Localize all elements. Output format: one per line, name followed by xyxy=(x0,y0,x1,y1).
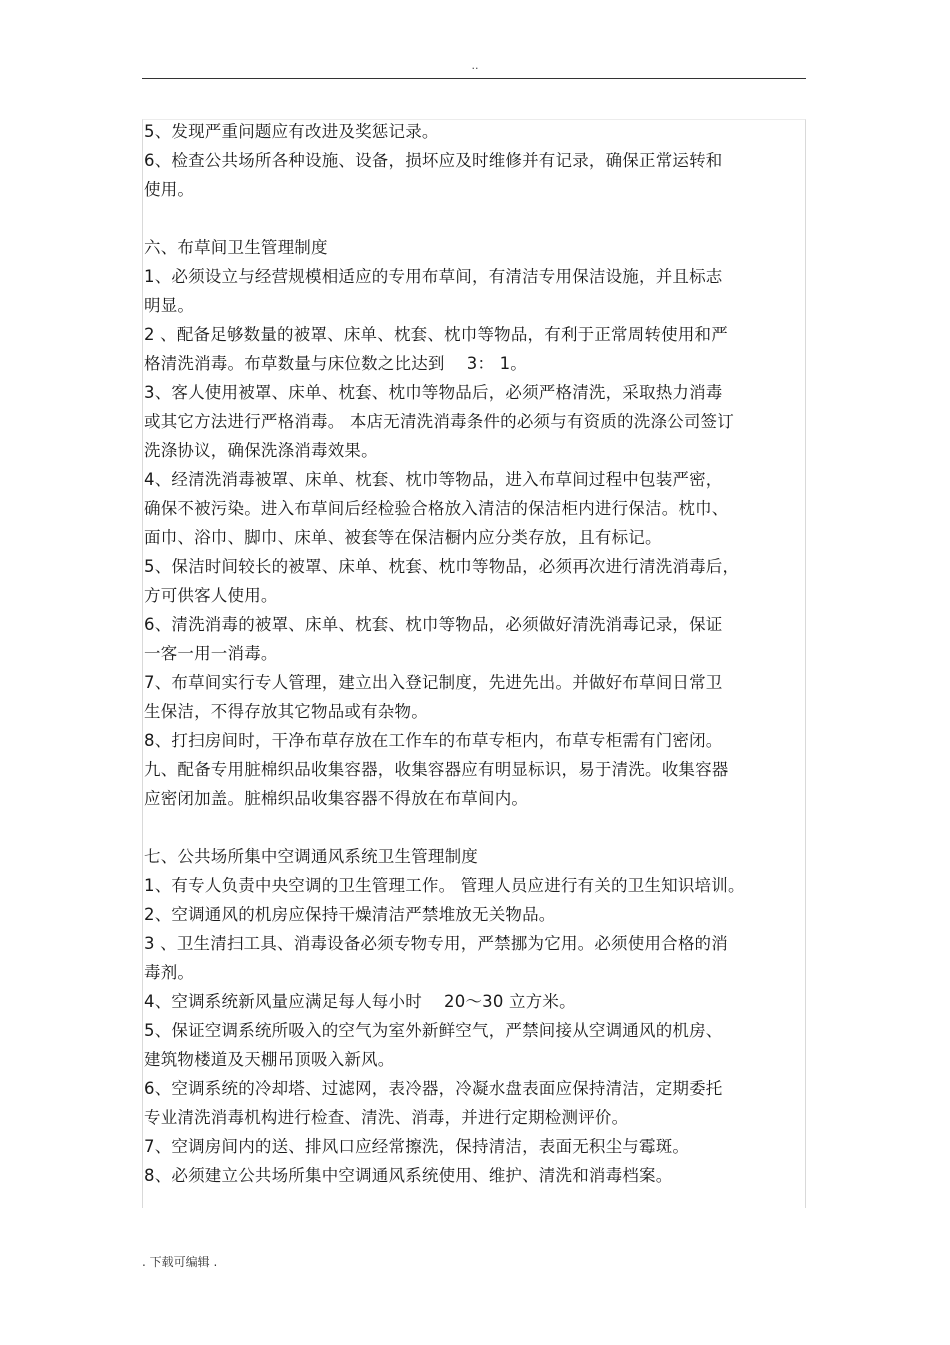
text-line: 专业清洗消毒机构进行检查、清洗、消毒，并进行定期检测评价。 xyxy=(144,1108,629,1127)
text-line: 5、保洁时间较长的被罩、床单、枕套、枕巾等物品，必须再次进行清洗消毒后， xyxy=(144,557,740,576)
section-heading: 六、布草间卫生管理制度 xyxy=(144,238,328,257)
text-line: 或其它方法进行严格消毒。 本店无清洗消毒条件的必须与有资质的洗涤公司签订 xyxy=(144,412,734,431)
text-line: 2 、配备足够数量的被罩、床单、枕套、枕巾等物品，有利于正常周转使用和严 xyxy=(144,325,728,344)
text-line: 一客一用一消毒。 xyxy=(144,644,278,663)
text-line: 2、空调通风的机房应保持干燥清洁严禁堆放无关物品。 xyxy=(144,905,556,924)
text-line: 确保不被污染。进入布草间后经检验合格放入清洁的保洁柜内进行保洁。枕巾、 xyxy=(144,499,729,518)
header-rule xyxy=(142,78,806,79)
footer-note: . 下载可编辑 . xyxy=(142,1255,218,1269)
document-body xyxy=(144,117,794,1190)
text-line: 5、保证空调系统所吸入的空气为室外新鲜空气，严禁间接从空调通风的机房、 xyxy=(144,1021,723,1040)
text-line: 方可供客人使用。 xyxy=(144,586,278,605)
text-line: 6、空调系统的冷却塔、过滤网，表冷器，冷凝水盘表面应保持清洁，定期委托 xyxy=(144,1079,723,1098)
text-line: 6、清洗消毒的被罩、床单、枕套、枕巾等物品，必须做好清洗消毒记录，保证 xyxy=(144,615,723,634)
text-line: 洗涤协议，确保洗涤消毒效果。 xyxy=(144,441,378,460)
text-line: 生保洁，不得存放其它物品或有杂物。 xyxy=(144,702,428,721)
text-line: 明显。 xyxy=(144,296,195,315)
blank-line xyxy=(144,204,794,233)
text-line: 8、打扫房间时，干净布草存放在工作车的布草专柜内，布草专柜需有门密闭。 xyxy=(144,731,723,750)
text-line: 7、空调房间内的送、排风口应经常擦洗，保持清洁，表面无积尘与霉斑。 xyxy=(144,1137,690,1156)
text-line: 格清洗消毒。布草数量与床位数之比达到 3： 1。 xyxy=(144,354,527,373)
text-line: 4、经清洗消毒被罩、床单、枕套、枕巾等物品，进入布草间过程中包装严密， xyxy=(144,470,723,489)
text-line: 毒剂。 xyxy=(144,963,195,982)
text-line: 4、空调系统新风量应满足每人每小时 20～30 立方米。 xyxy=(144,992,576,1011)
text-line: 7、布草间实行专人管理，建立出入登记制度，先进先出。并做好布草间日常卫 xyxy=(144,673,723,692)
text-line: 应密闭加盖。脏棉织品收集容器不得放在布草间内。 xyxy=(144,789,529,808)
text-line: 6、检查公共场所各种设施、设备，损坏应及时维修并有记录，确保正常运转和 xyxy=(144,151,723,170)
section-heading: 七、公共场所集中空调通风系统卫生管理制度 xyxy=(144,847,478,866)
text-line: 使用。 xyxy=(144,180,195,199)
text-line: 1、有专人负责中央空调的卫生管理工作。 管理人员应进行有关的卫生知识培训。 xyxy=(144,876,745,895)
text-line: 5、发现严重问题应有改进及奖惩记录。 xyxy=(144,122,439,141)
header-mark: .. xyxy=(471,59,479,72)
text-line: 面巾、浴巾、脚巾、床单、被套等在保洁橱内应分类存放，且有标记。 xyxy=(144,528,662,547)
text-line: 九、配备专用脏棉织品收集容器，收集容器应有明显标识，易于清洗。收集容器 xyxy=(144,760,729,779)
text-line: 3、客人使用被罩、床单、枕套、枕巾等物品后，必须严格清洗，采取热力消毒 xyxy=(144,383,723,402)
text-line: 3 、卫生清扫工具、消毒设备必须专物专用，严禁挪为它用。必须使用合格的消 xyxy=(144,934,728,953)
text-line: 1、必须设立与经营规模相适应的专用布草间，有清洁专用保洁设施，并且标志 xyxy=(144,267,723,286)
blank-line xyxy=(144,813,794,842)
text-line: 建筑物楼道及天棚吊顶吸入新风。 xyxy=(144,1050,395,1069)
text-line: 8、必须建立公共场所集中空调通风系统使用、维护、清洗和消毒档案。 xyxy=(144,1166,673,1185)
